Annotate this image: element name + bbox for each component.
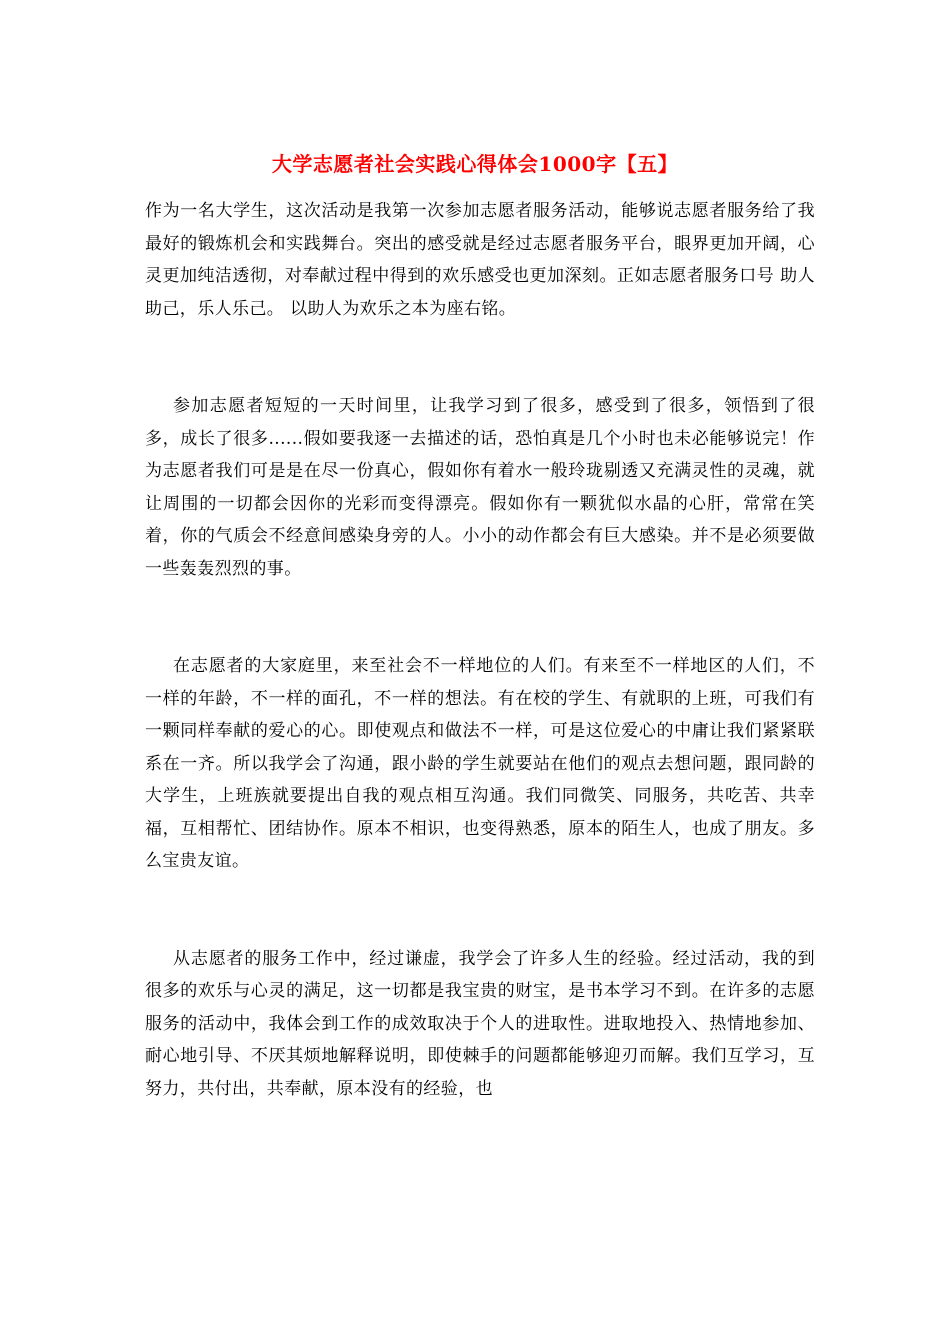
paragraph-1: 作为一名大学生，这次活动是我第一次参加志愿者服务活动，能够说志愿者服务给了我最好的锻炼机会和实践舞台。突出的感受就是经过志愿者服务平台，眼界更加开阔，心灵更加纯洁透彻，对奉献过程中得到的欢乐感受也更加深刻。正如志愿者服务口号 助人助己，乐人乐己。 以助人为欢乐之本为座右铭。 — [145, 201, 815, 319]
paragraph-3: 在志愿者的大家庭里，来至社会不一样地位的人们。有来至不一样地区的人们，不一样的年龄，不一样的面孔，不一样的想法。有在校的学生、有就职的上班，可我们有一颗同样奉献的爱心的心。即使观点和做法不一样，可是这位爱心的中庸让我们紧紧联系在一齐。所以我学会了沟通，跟小龄的学生就要站在他们的观点去想问题，跟同龄的大学生，上班族就要提出自我的观点相互沟通。我们同微笑、同服务，共吃苦、共幸福，互相帮忙、团结协作。原本不相识，也变得熟悉，原本的陌生人，也成了朋友。多么宝贵友谊。 — [145, 656, 815, 871]
paragraph-spacer — [145, 585, 815, 650]
document-body — [145, 195, 815, 1105]
paragraph-2: 参加志愿者短短的一天时间里，让我学习到了很多，感受到了很多，领悟到了很多，成长了很多......假如要我逐一去描述的话，恐怕真是几个小时也未必能够说完！作为志愿者我们可是是在尽一份真心，假如你有着水一般玲珑剔透又充满灵性的灵魂，就让周围的一切都会因你的光彩而变得漂亮。假如你有一颗犹似水晶的心肝，常常在笑着，你的气质会不经意间感染身旁的人。小小的动作都会有巨大感染。并不是必须要做一些轰轰烈烈的事。 — [145, 396, 815, 579]
paragraph-spacer — [145, 325, 815, 390]
document-title: 大学志愿者社会实践心得体会1000字【五】 — [271, 152, 679, 176]
paragraph-spacer — [145, 878, 815, 943]
paragraph-4: 从志愿者的服务工作中，经过谦虚，我学会了许多人生的经验。经过活动，我的到很多的欢乐与心灵的满足，这一切都是我宝贵的财宝，是书本学习不到。在许多的志愿服务的活动中，我体会到工作的成效取决于个人的进取性。进取地投入、热情地参加、耐心地引导、不厌其烦地解释说明，即使棘手的问题都能够迎刃而解。我们互学习，互努力，共付出，共奉献，原本没有的经验，也 — [145, 948, 815, 1099]
